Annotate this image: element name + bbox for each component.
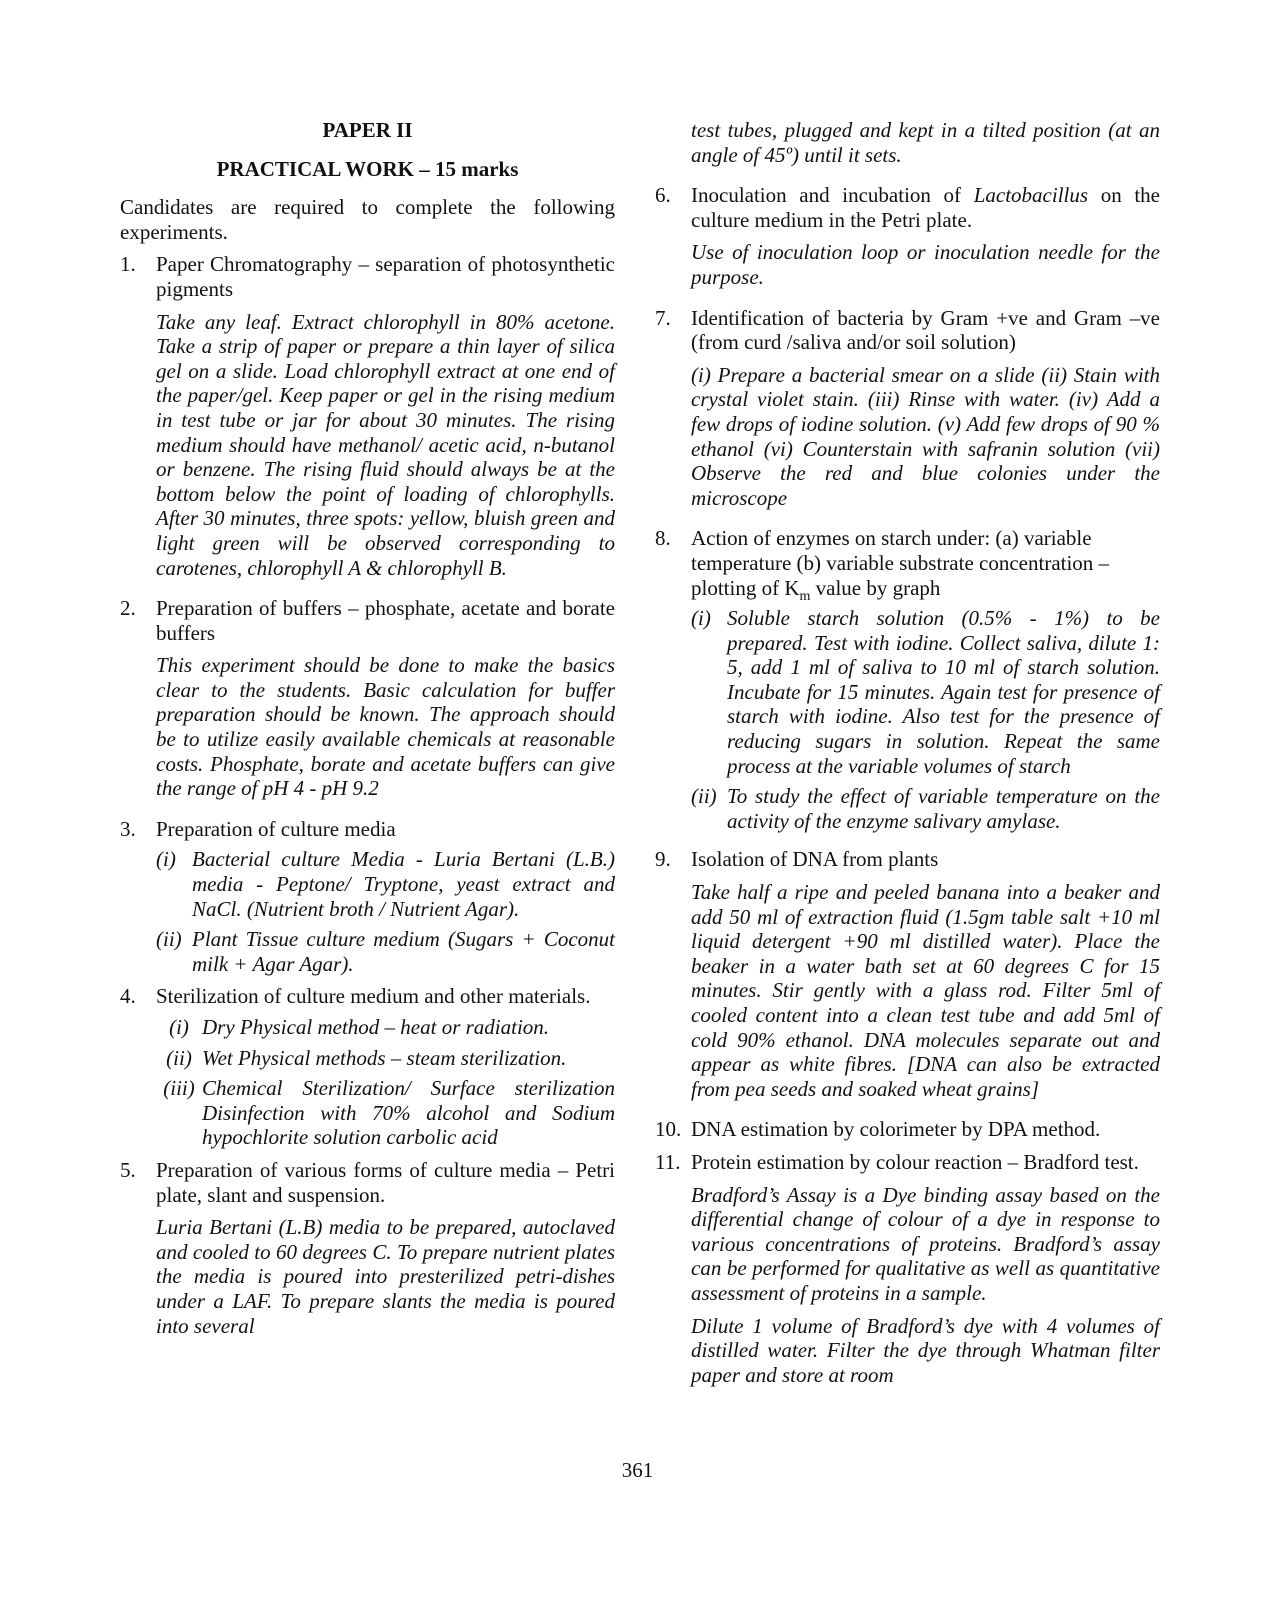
list-item [655, 183, 1160, 297]
item-note: Dilute 1 volume of Bradford’s dye with 4 volumes of distilled water. Filter the dye through Whatman filter paper and store at room [691, 1313, 1160, 1387]
list-item [120, 252, 615, 588]
sub-item-text: Soluble starch solution (0.5% - 1%) to be prepared. Test with iodine. Collect saliva, dilute 1: 5, add 1 ml of saliva to 10 ml of starch solution. Incubate for 15 minutes. Again test for presence of starch with iodine. Also test for the presence of reducing sugars in solution. Repeat the same process at the variable volumes of starch [727, 606, 1160, 778]
item-note: (i) Prepare a bacterial smear on a slide (ii) Stain with crystal violet stain. (iii) Rinse with water. (iv) Add a few drops of iodine solution. (v) Add few drops of 90 % ethanol (vi) Counterstain with safranin solution (vii) Observe the red and blue colonies under the microscope [691, 362, 1160, 510]
list-item [120, 817, 615, 977]
left-column [120, 118, 615, 1354]
item-number: 8. [655, 526, 671, 551]
item-title: Isolation of DNA from plants [691, 847, 939, 872]
paper-title: PAPER II [322, 118, 413, 142]
item-title: Preparation of various forms of culture media – Petri plate, slant and suspension. [156, 1157, 615, 1207]
sub-item [156, 1015, 615, 1040]
intro-paragraph: Candidates are required to complete the following experiments. [120, 195, 615, 244]
list-item [655, 1117, 1160, 1142]
item-number: 2. [120, 596, 136, 621]
sub-item [691, 784, 1160, 833]
sub-item-label: (ii) [166, 1045, 192, 1070]
item-note: Bradford’s Assay is a Dye binding assay based on the differential change of colour of a dye in response to various concentrations of proteins. Bradford’s assay can be performed for qualitative as well as quantitative assessment of proteins in a sample. [691, 1182, 1160, 1305]
item-number: 9. [655, 847, 671, 872]
section-title: PRACTICAL WORK – 15 marks [216, 156, 519, 181]
sub-item-label: (ii) [691, 784, 717, 809]
sub-item [156, 1076, 615, 1150]
sub-item-text: Wet Physical methods – steam sterilization. [202, 1045, 567, 1070]
item-number: 5. [120, 1157, 136, 1182]
item-title: Protein estimation by colour reaction – Bradford test. [691, 1149, 1139, 1174]
item-number: 6. [655, 183, 671, 208]
sub-item [691, 606, 1160, 778]
item-number: 11. [655, 1149, 681, 1174]
item-title: Paper Chromatography – separation of photosynthetic pigments [156, 252, 615, 301]
sub-item-text: To study the effect of variable temperature on the activity of the enzyme salivary amylase. [727, 784, 1160, 833]
list-item-continuation [655, 118, 1160, 175]
list-item [655, 526, 1160, 839]
item-title: Inoculation and incubation of Lactobacillus on the culture medium in the Petri plate. [691, 183, 1160, 232]
sub-item [156, 847, 615, 921]
sub-item-label: (iii) [163, 1076, 195, 1101]
item-number: 10. [655, 1117, 682, 1142]
item-title: Preparation of culture media [156, 816, 396, 841]
page-number: 361 [621, 1458, 654, 1482]
sub-item-label: (i) [156, 847, 176, 872]
item-number: 4. [120, 984, 136, 1009]
list-item [120, 984, 615, 1150]
item-title: DNA estimation by colorimeter by DPA method. [691, 1117, 1101, 1142]
sub-item-label: (i) [169, 1015, 189, 1039]
sub-item-text: Bacterial culture Media - Luria Bertani (L.B.) media - Peptone/ Tryptone, yeast extract and NaCl. (Nutrient broth / Nutrient Agar). [192, 847, 615, 921]
item-number: 1. [120, 252, 136, 277]
sub-item [156, 927, 615, 976]
item-number: 7. [655, 305, 671, 330]
sub-item-text: Dry Physical method – heat or radiation. [202, 1015, 550, 1039]
item-note: Take half a ripe and peeled banana into a beaker and add 50 ml of extraction fluid (1.5gm table salt +10 ml liquid detergent +90 ml distilled water). Place the beaker in a water bath set at 60 degrees C for 15 minutes. Stir gently with a glass rod. Filter 5ml of cooled content into a clean test tube and add 5ml of cold 90% ethanol. DNA molecules separate out and appear as white fibres. [DNA can also be extracted from pea seeds and soaked wheat grains] [691, 880, 1160, 1101]
sub-item [156, 1046, 615, 1071]
item-note: This experiment should be done to make the basics clear to the students. Basic calculation for buffer preparation should be known. The approach should be to utilize easily available chemicals at reasonable costs. Phosphate, borate and acetate buffers can give the range of pH 4 - pH 9.2 [156, 653, 615, 801]
right-column [655, 118, 1160, 1403]
item-note: Use of inoculation loop or inoculation needle for the purpose. [691, 240, 1160, 289]
item-title: Action of enzymes on starch under: (a) variable temperature (b) variable substrate concentration – plotting of $K_m$ value by graph [691, 526, 1110, 604]
item-title: Identification of bacteria by Gram +ve and Gram –ve (from curd /saliva and/or soil solution) [691, 305, 1160, 355]
list-item [120, 1158, 615, 1346]
list-item [655, 847, 1160, 1109]
sub-item-label: (ii) [156, 927, 182, 952]
item-number: 3. [120, 816, 136, 841]
item-note: Luria Bertani (L.B) media to be prepared, autoclaved and cooled to 60 degrees C. To prepare nutrient plates the media is poured into presterilized petri-dishes under a LAF. To prepare slants the media is poured into several [156, 1215, 615, 1338]
continuation-note: test tubes, plugged and kept in a tilted position (at an angle of 45º) until it sets. [691, 118, 1160, 167]
item-title: Sterilization of culture medium and other materials. [156, 984, 591, 1009]
list-item [655, 1150, 1160, 1395]
item-title: Preparation of buffers – phosphate, acetate and borate buffers [156, 596, 615, 645]
sub-item-text: Chemical Sterilization/ Surface sterilization Disinfection with 70% alcohol and Sodium hypochlorite solution carbolic acid [202, 1076, 615, 1150]
list-item [655, 306, 1160, 519]
list-item [120, 596, 615, 809]
sub-item-label: (i) [691, 606, 711, 631]
sub-item-text: Plant Tissue culture medium (Sugars + Coconut milk + Agar Agar). [192, 927, 615, 976]
item-note: Take any leaf. Extract chlorophyll in 80% acetone. Take a strip of paper or prepare a thin layer of silica gel on a slide. Load chlorophyll extract at one end of the paper/gel. Keep paper or gel in the rising medium in test tube or jar for about 30 minutes. The rising medium should have methanol/ acetic acid, n-butanol or benzene. The rising fluid should always be at the bottom below the point of loading of chlorophylls. After 30 minutes, three spots: yellow, bluish green and light green will be observed corresponding to carotenes, chlorophyll A & chlorophyll B. [156, 309, 615, 580]
